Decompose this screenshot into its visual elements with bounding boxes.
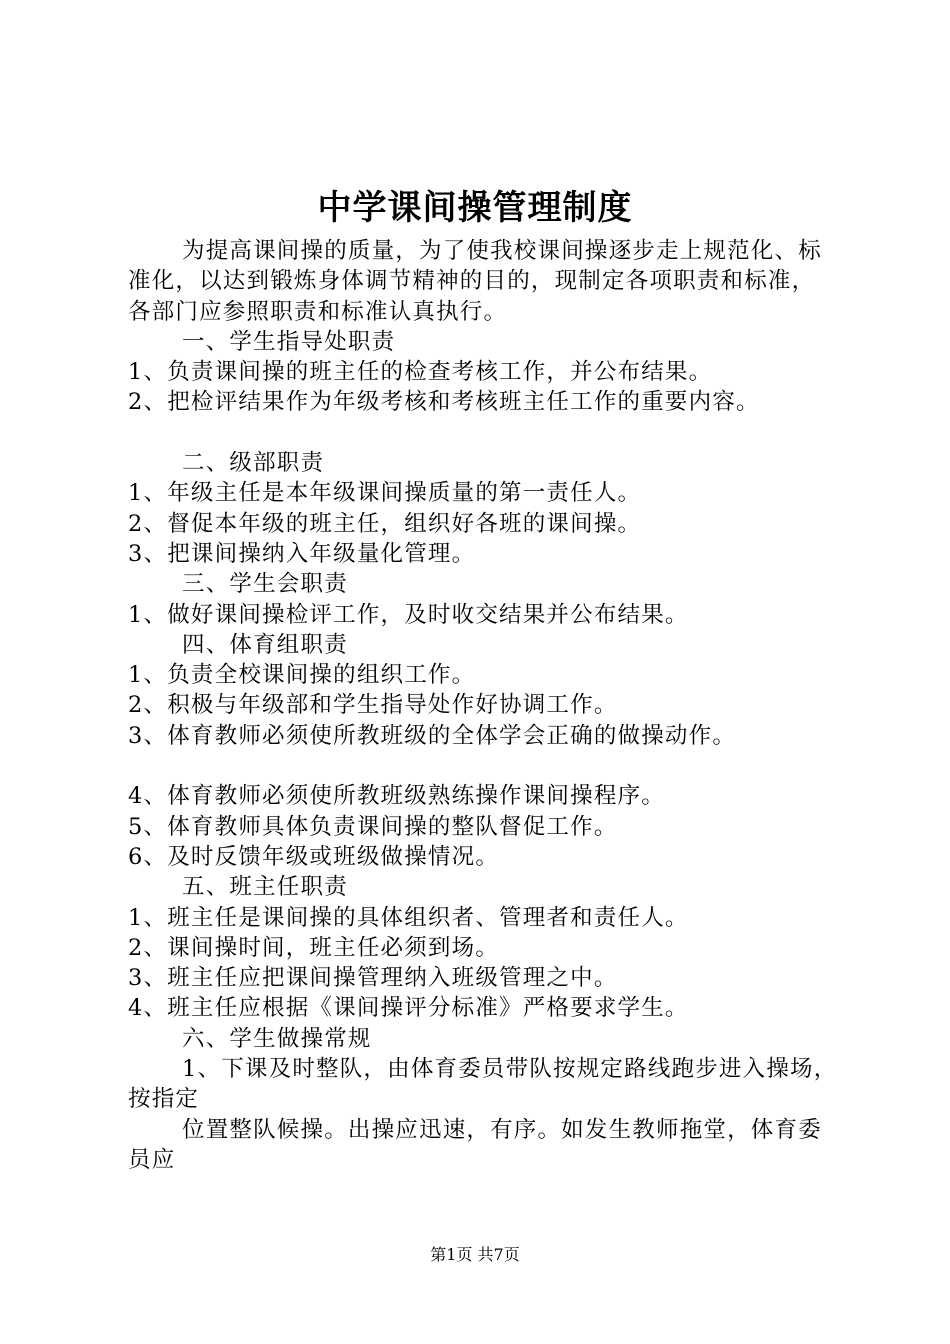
list-item: 3、班主任应把课间操管理纳入班级管理之中。 bbox=[128, 965, 618, 992]
page-footer: 第1页 共7页 bbox=[430, 1245, 520, 1264]
section-heading: 六、学生做操常规 bbox=[182, 1025, 372, 1052]
list-item: 2、课间操时间，班主任必须到场。 bbox=[128, 934, 500, 961]
section-heading: 三、学生会职责 bbox=[182, 571, 348, 598]
section-heading: 五、班主任职责 bbox=[182, 874, 348, 901]
section-heading: 一、学生指导处职责 bbox=[182, 328, 396, 355]
section-heading: 二、级部职责 bbox=[182, 450, 325, 477]
intro-paragraph: 为提高课间操的质量，为了使我校课间操逐步走上规范化、标准化，以达到锻炼身体调节精神的目的，现制定各项职责和标准，各部门应参照职责和标准认真执行。 bbox=[128, 238, 822, 325]
list-item: 6、及时反馈年级或班级做操情况。 bbox=[128, 843, 500, 870]
list-item: 4、体育教师必须使所教班级熟练操作课间操程序。 bbox=[128, 783, 665, 810]
document-title: 中学课间操管理制度 bbox=[317, 188, 633, 228]
list-item: 2、把检评结果作为年级考核和考核班主任工作的重要内容。 bbox=[128, 389, 760, 416]
list-item: 5、体育教师具体负责课间操的整队督促工作。 bbox=[128, 813, 618, 840]
list-item: 1、负责课间操的班主任的检查考核工作，并公布结果。 bbox=[128, 359, 713, 386]
document-body bbox=[128, 236, 838, 1175]
list-item: 1、负责全校课间操的组织工作。 bbox=[128, 662, 476, 689]
list-item: 1、做好课间操检评工作，及时收交结果并公布结果。 bbox=[128, 601, 689, 628]
list-item: 1、下课及时整队，由体育委员带队按规定路线跑步进入操场，按指定 bbox=[128, 1056, 838, 1113]
list-item: 2、督促本年级的班主任，组织好各班的课间操。 bbox=[128, 510, 642, 537]
section-heading: 四、体育组职责 bbox=[182, 631, 348, 658]
list-item: 1、年级主任是本年级课间操质量的第一责任人。 bbox=[128, 480, 642, 507]
blank-line bbox=[128, 751, 838, 781]
list-item: 位置整队候操。出操应迅速，有序。如发生教师拖堂，体育委员应 bbox=[128, 1116, 822, 1173]
blank-line bbox=[128, 418, 838, 448]
list-item: 3、体育教师必须使所教班级的全体学会正确的做操动作。 bbox=[128, 722, 737, 749]
list-item: 1、班主任是课间操的具体组织者、管理者和责任人。 bbox=[128, 904, 689, 931]
list-item: 3、把课间操纳入年级量化管理。 bbox=[128, 540, 476, 567]
list-item: 2、积极与年级部和学生指导处作好协调工作。 bbox=[128, 692, 618, 719]
list-item: 4、班主任应根据《课间操评分标准》严格要求学生。 bbox=[128, 995, 689, 1022]
